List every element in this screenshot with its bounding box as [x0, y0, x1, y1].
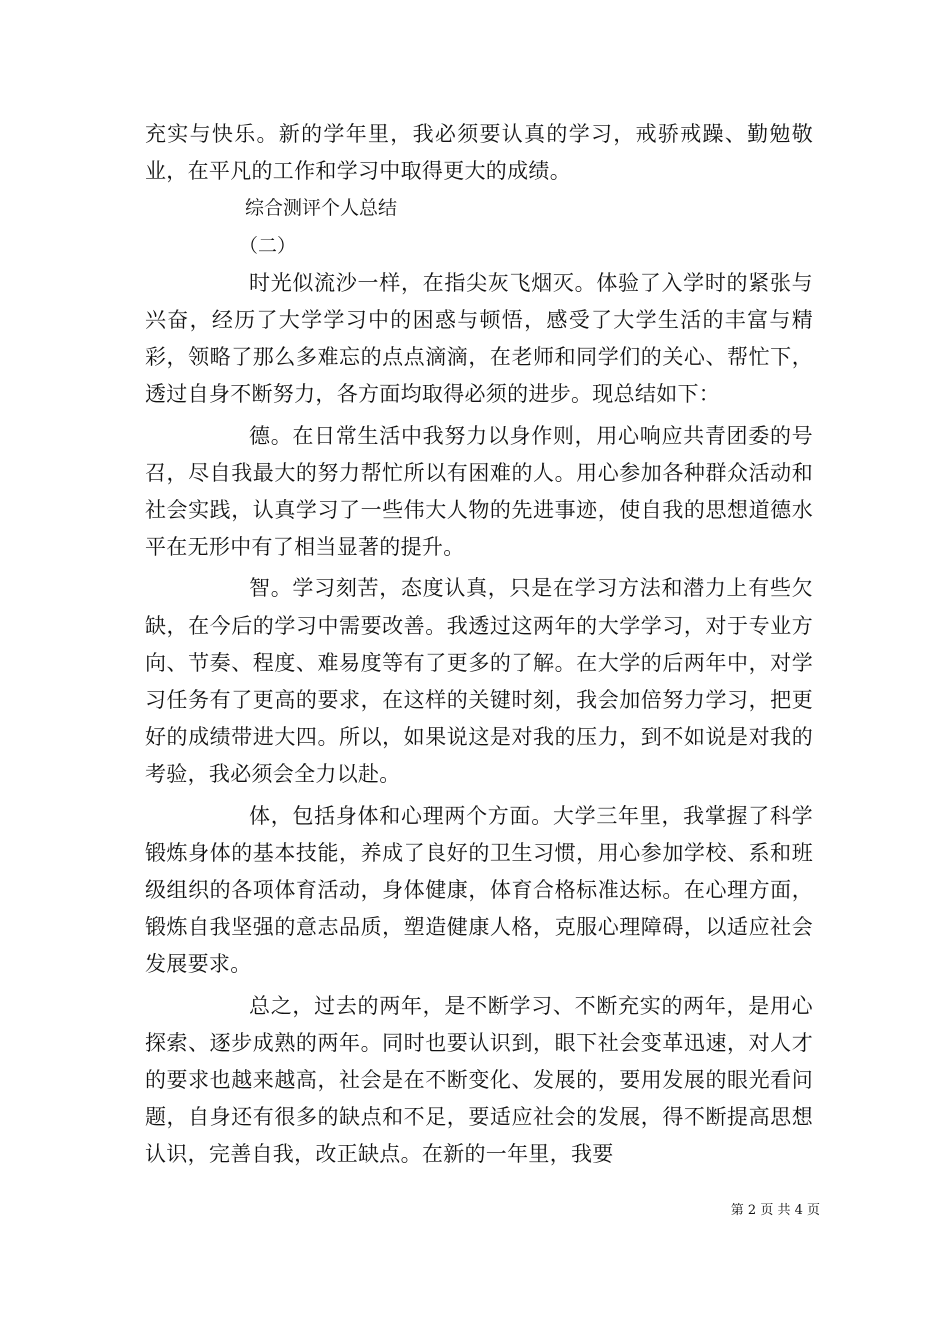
page-number-footer: 第 2 页 共 4 页 — [730, 1203, 820, 1218]
paragraph-intellect: 智。学习刻苦，态度认真，只是在学习方法和潜力上有些欠缺，在今后的学习中需要改善。我透过这两年的大学学习，对于专业方向、节奏、程度、难易度等有了更多的了解。在大学的后两年中，对学习任务有了更高的要求，在这样的关键时刻，我会加倍努力学习，把更好的成绩带进大四。所以，如果说这是对我的压力，到不如说是对我的考验，我必须会全力以赴。 — [145, 576, 813, 787]
section-title: 综合测评个人总结 — [245, 197, 398, 220]
paragraph-morality: 德。在日常生活中我努力以身作则，用心响应共青团委的号召，尽自我最大的努力帮忙所以有困难的人。用心参加各种群众活动和社会实践，认真学习了一些伟大人物的先进事迹，使自我的思想道德水平在无形中有了相当显著的提升。 — [145, 423, 813, 560]
document-body — [145, 116, 813, 1174]
paragraph-continuation: 充实与快乐。新的学年里，我必须要认真的学习，戒骄戒躁、勤勉敬业，在平凡的工作和学习中取得更大的成绩。 — [145, 122, 813, 184]
paragraph-physical: 体，包括身体和心理两个方面。大学三年里，我掌握了科学锻炼身体的基本技能，养成了良好的卫生习惯，用心参加学校、系和班级组织的各项体育活动，身体健康，体育合格标准达标。在心理方面，锻炼自我坚强的意志品质，塑造健康人格，克服心理障碍，以适应社会发展要求。 — [145, 803, 813, 977]
paragraph-intro: 时光似流沙一样，在指尖灰飞烟灭。体验了入学时的紧张与兴奋，经历了大学学习中的困惑与顿悟，感受了大学生活的丰富与精彩，领略了那么多难忘的点点滴滴，在老师和同学们的关心、帮忙下，透过自身不断努力，各方面均取得必须的进步。现总结如下： — [145, 270, 813, 407]
section-subtitle: （二） — [239, 234, 297, 257]
paragraph-conclusion: 总之，过去的两年，是不断学习、不断充实的两年，是用心探索、逐步成熟的两年。同时也要认识到，眼下社会变革迅速，对人才的要求也越来越高，社会是在不断变化、发展的，要用发展的眼光看问题，自身还有很多的缺点和不足，要适应社会的发展，得不断提高思想认识，完善自我，改正缺点。在新的一年里，我要 — [145, 993, 813, 1167]
